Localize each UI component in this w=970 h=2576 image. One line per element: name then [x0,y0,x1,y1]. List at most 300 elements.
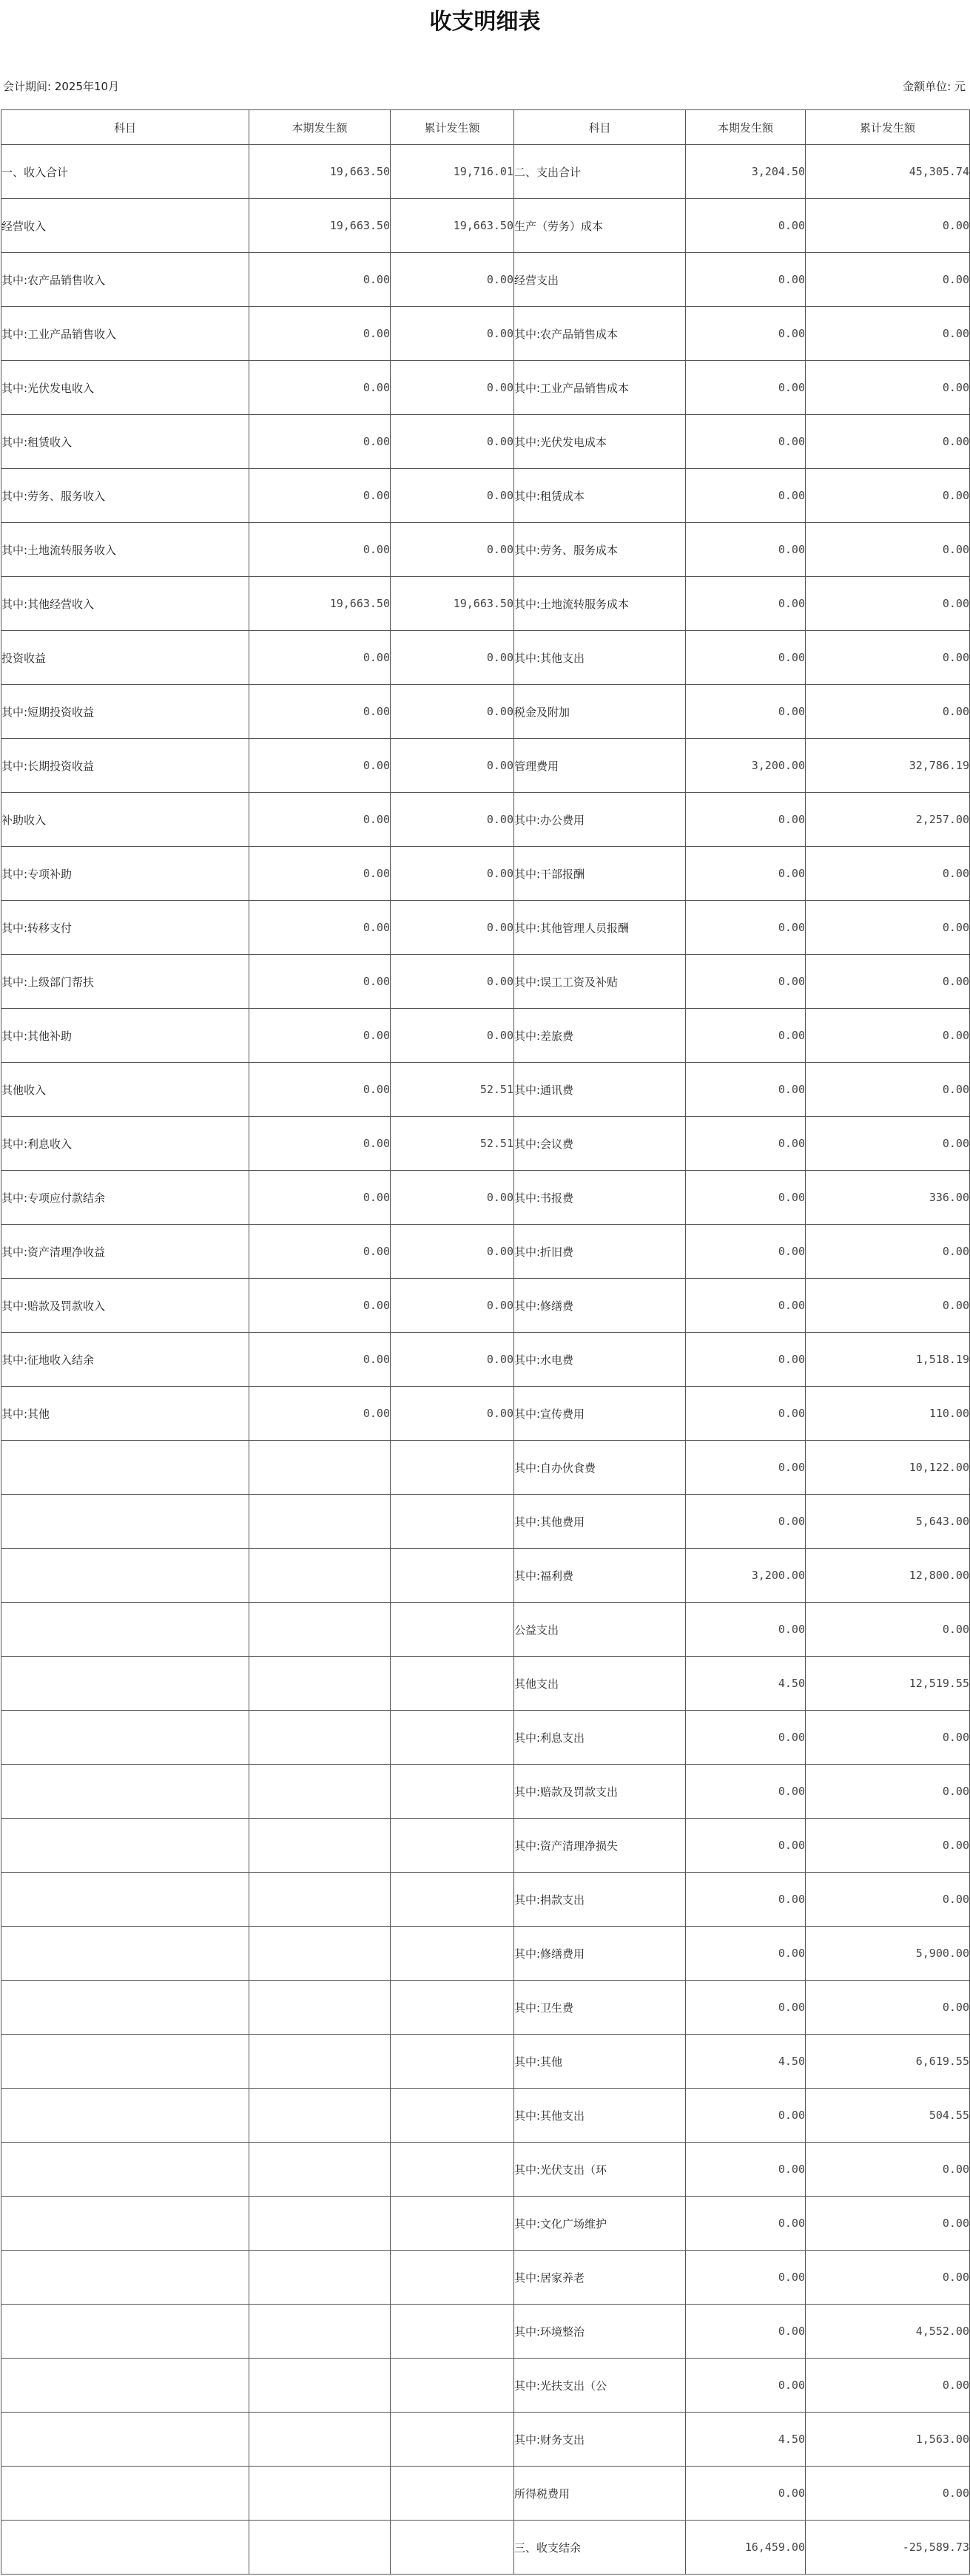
income-current-amount-cell [249,2035,391,2089]
income-current-amount-cell [249,2467,391,2521]
income-cumulative-amount-cell [391,1981,514,2035]
income-subject-cell [1,1873,249,1927]
income-subject-cell [1,1711,249,1765]
expense-cumulative-amount-cell: 0.00 [806,523,970,577]
expense-current-amount-cell: 0.00 [686,847,806,901]
income-subject-cell: 其中:专项补助 [1,847,249,901]
income-current-amount-cell: 0.00 [249,1117,391,1171]
income-cumulative-amount-cell [391,2089,514,2143]
expense-subject-cell: 其中:会议费 [514,1117,686,1171]
expense-subject-cell: 其中:赔款及罚款支出 [514,1765,686,1819]
expense-subject-cell: 其中:文化广场维护 [514,2197,686,2251]
expense-current-amount-cell: 0.00 [686,1927,806,1981]
income-cumulative-amount-cell [391,2413,514,2467]
expense-subject-cell: 其中:办公费用 [514,793,686,847]
expense-cumulative-amount-cell: 45,305.74 [806,145,970,199]
income-cumulative-amount-cell: 19,663.50 [391,577,514,631]
expense-current-amount-cell: 0.00 [686,307,806,361]
expense-cumulative-amount-cell: 6,619.55 [806,2035,970,2089]
income-current-amount-cell [249,2143,391,2197]
expense-subject-cell: 其中:捐款支出 [514,1873,686,1927]
income-cumulative-amount-cell [391,2143,514,2197]
table-row [1,1441,970,1495]
expense-subject-cell: 其中:光扶支出（公 [514,2359,686,2413]
expense-cumulative-amount-cell: 110.00 [806,1387,970,1441]
income-current-amount-cell: 0.00 [249,1225,391,1279]
table-row [1,361,970,415]
income-cumulative-amount-cell: 0.00 [391,1387,514,1441]
income-subject-cell [1,2251,249,2305]
expense-current-amount-cell: 0.00 [686,199,806,253]
income-subject-cell: 补助收入 [1,793,249,847]
income-cumulative-amount-cell: 0.00 [391,253,514,307]
income-subject-cell [1,2413,249,2467]
income-current-amount-cell: 0.00 [249,631,391,685]
table-row [1,1117,970,1171]
income-current-amount-cell [249,2521,391,2575]
income-current-amount-cell: 0.00 [249,685,391,739]
table-row [1,577,970,631]
expense-subject-cell: 其中:租赁成本 [514,469,686,523]
expense-current-amount-cell: 0.00 [686,577,806,631]
income-cumulative-amount-cell [391,2197,514,2251]
expense-cumulative-amount-cell: 0.00 [806,469,970,523]
income-cumulative-amount-cell: 0.00 [391,1333,514,1387]
expense-current-amount-cell: 0.00 [686,2089,806,2143]
income-current-amount-cell: 0.00 [249,523,391,577]
income-subject-cell: 其中:长期投资收益 [1,739,249,793]
income-expense-table [1,109,970,2575]
income-subject-cell [1,2467,249,2521]
accounting-period: 会计期间: 2025年10月 [3,80,120,93]
income-cumulative-amount-cell: 0.00 [391,1279,514,1333]
expense-subject-cell: 公益支出 [514,1603,686,1657]
income-cumulative-amount-cell [391,2359,514,2413]
income-subject-cell [1,2035,249,2089]
income-subject-cell: 其中:土地流转服务收入 [1,523,249,577]
table-row [1,1333,970,1387]
expense-subject-cell: 其中:干部报酬 [514,847,686,901]
expense-current-amount-cell: 0.00 [686,1495,806,1549]
income-cumulative-amount-cell: 19,663.50 [391,199,514,253]
income-cumulative-amount-cell [391,1819,514,1873]
income-cumulative-amount-cell: 0.00 [391,415,514,469]
income-cumulative-amount-cell: 0.00 [391,847,514,901]
header-right-subject: 科目 [514,110,686,145]
income-subject-cell: 其中:资产清理净收益 [1,1225,249,1279]
income-subject-cell [1,1657,249,1711]
income-cumulative-amount-cell: 0.00 [391,955,514,1009]
expense-cumulative-amount-cell: 0.00 [806,847,970,901]
income-subject-cell [1,2089,249,2143]
table-row [1,793,970,847]
income-current-amount-cell [249,1549,391,1603]
expense-current-amount-cell: 0.00 [686,2305,806,2359]
expense-cumulative-amount-cell: 0.00 [806,2197,970,2251]
income-cumulative-amount-cell: 0.00 [391,1171,514,1225]
expense-current-amount-cell: 0.00 [686,1711,806,1765]
table-header-row [1,110,970,145]
income-subject-cell: 其中:专项应付款结余 [1,1171,249,1225]
income-current-amount-cell [249,1927,391,1981]
expense-cumulative-amount-cell: 32,786.19 [806,739,970,793]
income-current-amount-cell [249,1873,391,1927]
table-row [1,307,970,361]
expense-current-amount-cell: 0.00 [686,1333,806,1387]
income-current-amount-cell [249,1603,391,1657]
expense-subject-cell: 其中:书报费 [514,1171,686,1225]
expense-subject-cell: 其中:修缮费 [514,1279,686,1333]
income-subject-cell [1,1549,249,1603]
income-cumulative-amount-cell [391,1495,514,1549]
income-current-amount-cell: 19,663.50 [249,145,391,199]
income-cumulative-amount-cell [391,2305,514,2359]
income-subject-cell: 其中:劳务、服务收入 [1,469,249,523]
income-current-amount-cell: 19,663.50 [249,577,391,631]
income-cumulative-amount-cell: 0.00 [391,1225,514,1279]
expense-subject-cell: 其中:居家养老 [514,2251,686,2305]
table-row [1,469,970,523]
income-cumulative-amount-cell: 52.51 [391,1063,514,1117]
expense-cumulative-amount-cell: 0.00 [806,1765,970,1819]
income-current-amount-cell [249,1819,391,1873]
income-cumulative-amount-cell [391,2521,514,2575]
expense-subject-cell: 其中:卫生费 [514,1981,686,2035]
table-row [1,2305,970,2359]
income-current-amount-cell: 0.00 [249,901,391,955]
expense-cumulative-amount-cell: 5,900.00 [806,1927,970,1981]
income-cumulative-amount-cell [391,1441,514,1495]
expense-current-amount-cell: 0.00 [686,1603,806,1657]
table-row [1,1819,970,1873]
table-row [1,2521,970,2575]
income-current-amount-cell: 0.00 [249,1009,391,1063]
expense-cumulative-amount-cell: 0.00 [806,2251,970,2305]
income-current-amount-cell: 0.00 [249,793,391,847]
income-current-amount-cell: 0.00 [249,1333,391,1387]
table-row [1,1387,970,1441]
income-current-amount-cell: 0.00 [249,307,391,361]
income-subject-cell [1,1819,249,1873]
expense-cumulative-amount-cell: 0.00 [806,361,970,415]
expense-cumulative-amount-cell: 0.00 [806,2359,970,2413]
table-row [1,2089,970,2143]
expense-current-amount-cell: 3,204.50 [686,145,806,199]
income-cumulative-amount-cell: 0.00 [391,901,514,955]
expense-cumulative-amount-cell: 0.00 [806,1819,970,1873]
expense-subject-cell: 经营支出 [514,253,686,307]
income-cumulative-amount-cell [391,1657,514,1711]
expense-current-amount-cell: 0.00 [686,901,806,955]
expense-current-amount-cell: 0.00 [686,1063,806,1117]
income-subject-cell: 其中:光伏发电收入 [1,361,249,415]
expense-cumulative-amount-cell: 0.00 [806,415,970,469]
expense-cumulative-amount-cell: 0.00 [806,1873,970,1927]
income-current-amount-cell: 0.00 [249,739,391,793]
table-row [1,415,970,469]
expense-subject-cell: 其中:修缮费用 [514,1927,686,1981]
table-row [1,1765,970,1819]
expense-current-amount-cell: 0.00 [686,2197,806,2251]
expense-subject-cell: 其中:光伏支出（环 [514,2143,686,2197]
table-row [1,1549,970,1603]
expense-subject-cell: 其中:农产品销售成本 [514,307,686,361]
expense-current-amount-cell: 0.00 [686,793,806,847]
income-cumulative-amount-cell: 0.00 [391,1009,514,1063]
income-current-amount-cell: 19,663.50 [249,199,391,253]
expense-current-amount-cell: 0.00 [686,955,806,1009]
expense-current-amount-cell: 0.00 [686,1819,806,1873]
expense-current-amount-cell: 4.50 [686,2035,806,2089]
expense-current-amount-cell: 0.00 [686,2251,806,2305]
table-row [1,1171,970,1225]
expense-cumulative-amount-cell: 0.00 [806,1279,970,1333]
expense-subject-cell: 其中:误工工资及补贴 [514,955,686,1009]
report-title: 收支明细表 [429,9,541,35]
expense-current-amount-cell: 0.00 [686,469,806,523]
expense-cumulative-amount-cell: 5,643.00 [806,1495,970,1549]
income-current-amount-cell: 0.00 [249,361,391,415]
expense-cumulative-amount-cell: 0.00 [806,685,970,739]
expense-subject-cell: 其中:其他费用 [514,1495,686,1549]
income-cumulative-amount-cell [391,1927,514,1981]
table-row [1,1657,970,1711]
table-row [1,2197,970,2251]
income-current-amount-cell: 0.00 [249,1279,391,1333]
expense-current-amount-cell: 4.50 [686,1657,806,1711]
expense-current-amount-cell: 0.00 [686,253,806,307]
expense-cumulative-amount-cell: 12,800.00 [806,1549,970,1603]
expense-cumulative-amount-cell: 0.00 [806,1603,970,1657]
income-current-amount-cell: 0.00 [249,253,391,307]
income-current-amount-cell [249,2089,391,2143]
expense-subject-cell: 生产（劳务）成本 [514,199,686,253]
income-subject-cell [1,1603,249,1657]
table-row [1,685,970,739]
income-cumulative-amount-cell [391,2035,514,2089]
table-row [1,1279,970,1333]
expense-subject-cell: 其中:水电费 [514,1333,686,1387]
income-subject-cell [1,1927,249,1981]
table-row [1,1981,970,2035]
income-current-amount-cell [249,1981,391,2035]
header-left-current: 本期发生额 [249,110,391,145]
expense-cumulative-amount-cell: 0.00 [806,2143,970,2197]
expense-current-amount-cell: 0.00 [686,685,806,739]
income-current-amount-cell: 0.00 [249,415,391,469]
expense-cumulative-amount-cell: 0.00 [806,253,970,307]
income-subject-cell: 其他收入 [1,1063,249,1117]
income-subject-cell: 其中:租赁收入 [1,415,249,469]
header-right-cumulative: 累计发生额 [806,110,970,145]
income-current-amount-cell [249,1711,391,1765]
income-subject-cell [1,2143,249,2197]
expense-cumulative-amount-cell: 12,519.55 [806,1657,970,1711]
expense-cumulative-amount-cell: 2,257.00 [806,793,970,847]
expense-subject-cell: 其中:宣传费用 [514,1387,686,1441]
income-cumulative-amount-cell: 0.00 [391,361,514,415]
income-cumulative-amount-cell [391,1549,514,1603]
income-subject-cell [1,2521,249,2575]
income-cumulative-amount-cell [391,1711,514,1765]
income-current-amount-cell [249,2359,391,2413]
table-row [1,1711,970,1765]
expense-cumulative-amount-cell: 10,122.00 [806,1441,970,1495]
expense-current-amount-cell: 0.00 [686,1171,806,1225]
income-subject-cell: 其中:短期投资收益 [1,685,249,739]
income-cumulative-amount-cell: 19,716.01 [391,145,514,199]
table-row [1,1873,970,1927]
expense-subject-cell: 其中:财务支出 [514,2413,686,2467]
income-cumulative-amount-cell: 0.00 [391,631,514,685]
expense-subject-cell: 其中:土地流转服务成本 [514,577,686,631]
expense-subject-cell: 其中:通讯费 [514,1063,686,1117]
expense-cumulative-amount-cell: 0.00 [806,1009,970,1063]
expense-current-amount-cell: 0.00 [686,1009,806,1063]
table-row [1,2413,970,2467]
table-row [1,2359,970,2413]
income-current-amount-cell [249,2305,391,2359]
header-right-current: 本期发生额 [686,110,806,145]
income-cumulative-amount-cell: 0.00 [391,469,514,523]
expense-cumulative-amount-cell: 0.00 [806,1117,970,1171]
table-row [1,1603,970,1657]
expense-current-amount-cell: 0.00 [686,2143,806,2197]
table-row [1,199,970,253]
income-subject-cell [1,2359,249,2413]
expense-subject-cell: 其中:折旧费 [514,1225,686,1279]
expense-current-amount-cell: 16,459.00 [686,2521,806,2575]
expense-subject-cell: 所得税费用 [514,2467,686,2521]
table-row [1,2035,970,2089]
expense-current-amount-cell: 4.50 [686,2413,806,2467]
income-subject-cell: 其中:赔款及罚款收入 [1,1279,249,1333]
table-row [1,1063,970,1117]
expense-cumulative-amount-cell: 0.00 [806,577,970,631]
income-cumulative-amount-cell [391,1765,514,1819]
expense-subject-cell: 其中:其他支出 [514,2089,686,2143]
income-current-amount-cell [249,1495,391,1549]
expense-subject-cell: 其中:资产清理净损失 [514,1819,686,1873]
expense-cumulative-amount-cell: 0.00 [806,955,970,1009]
income-cumulative-amount-cell [391,2251,514,2305]
expense-subject-cell: 其中:自办伙食费 [514,1441,686,1495]
expense-subject-cell: 二、支出合计 [514,145,686,199]
expense-subject-cell: 税金及附加 [514,685,686,739]
income-cumulative-amount-cell [391,1873,514,1927]
expense-current-amount-cell: 0.00 [686,1279,806,1333]
expense-current-amount-cell: 0.00 [686,1981,806,2035]
expense-subject-cell: 其中:差旅费 [514,1009,686,1063]
table-row [1,901,970,955]
income-subject-cell [1,1765,249,1819]
table-row [1,1225,970,1279]
income-current-amount-cell: 0.00 [249,469,391,523]
expense-current-amount-cell: 0.00 [686,1765,806,1819]
income-subject-cell: 其中:转移支付 [1,901,249,955]
income-subject-cell [1,1981,249,2035]
expense-cumulative-amount-cell: -25,589.73 [806,2521,970,2575]
income-cumulative-amount-cell [391,1603,514,1657]
table-row [1,1927,970,1981]
table-row [1,2251,970,2305]
income-subject-cell: 其中:征地收入结余 [1,1333,249,1387]
income-cumulative-amount-cell: 0.00 [391,685,514,739]
expense-cumulative-amount-cell: 0.00 [806,631,970,685]
income-current-amount-cell: 0.00 [249,1387,391,1441]
expense-cumulative-amount-cell: 0.00 [806,901,970,955]
income-current-amount-cell [249,2197,391,2251]
expense-cumulative-amount-cell: 0.00 [806,1981,970,2035]
expense-current-amount-cell: 0.00 [686,1441,806,1495]
income-subject-cell: 其中:利息收入 [1,1117,249,1171]
table-row [1,955,970,1009]
expense-cumulative-amount-cell: 1,518.19 [806,1333,970,1387]
expense-subject-cell: 其中:环境整治 [514,2305,686,2359]
expense-cumulative-amount-cell: 504.55 [806,2089,970,2143]
table-row [1,145,970,199]
expense-subject-cell: 其中:福利费 [514,1549,686,1603]
expense-subject-cell: 管理费用 [514,739,686,793]
income-subject-cell: 一、收入合计 [1,145,249,199]
table-row [1,523,970,577]
income-current-amount-cell [249,1765,391,1819]
income-cumulative-amount-cell: 0.00 [391,523,514,577]
table-row [1,2467,970,2521]
income-subject-cell: 其中:工业产品销售收入 [1,307,249,361]
income-current-amount-cell [249,1441,391,1495]
expense-subject-cell: 其中:工业产品销售成本 [514,361,686,415]
expense-cumulative-amount-cell: 0.00 [806,1711,970,1765]
expense-subject-cell: 其中:光伏发电成本 [514,415,686,469]
income-subject-cell: 投资收益 [1,631,249,685]
currency-unit: 金额单位: 元 [903,80,966,93]
expense-current-amount-cell: 0.00 [686,415,806,469]
expense-current-amount-cell: 3,200.00 [686,1549,806,1603]
expense-cumulative-amount-cell: 0.00 [806,199,970,253]
expense-current-amount-cell: 0.00 [686,1387,806,1441]
income-current-amount-cell [249,2413,391,2467]
income-subject-cell [1,1495,249,1549]
expense-current-amount-cell: 0.00 [686,1117,806,1171]
expense-cumulative-amount-cell: 336.00 [806,1171,970,1225]
expense-subject-cell: 三、收支结余 [514,2521,686,2575]
header-left-subject: 科目 [1,110,249,145]
table-row [1,1495,970,1549]
income-subject-cell: 其中:上级部门帮扶 [1,955,249,1009]
table-row [1,631,970,685]
table-row [1,253,970,307]
income-subject-cell: 其中:其他 [1,1387,249,1441]
expense-current-amount-cell: 0.00 [686,2467,806,2521]
income-subject-cell [1,2305,249,2359]
income-current-amount-cell: 0.00 [249,1063,391,1117]
header-left-cumulative: 累计发生额 [391,110,514,145]
income-subject-cell: 经营收入 [1,199,249,253]
expense-cumulative-amount-cell: 0.00 [806,1063,970,1117]
expense-subject-cell: 其中:其他支出 [514,631,686,685]
table-row [1,847,970,901]
income-cumulative-amount-cell: 52.51 [391,1117,514,1171]
expense-subject-cell: 其中:利息支出 [514,1711,686,1765]
expense-current-amount-cell: 0.00 [686,631,806,685]
expense-subject-cell: 其中:劳务、服务成本 [514,523,686,577]
income-current-amount-cell [249,1657,391,1711]
expense-subject-cell: 其中:其他 [514,2035,686,2089]
income-current-amount-cell: 0.00 [249,1171,391,1225]
income-subject-cell [1,1441,249,1495]
income-subject-cell: 其中:其他补助 [1,1009,249,1063]
